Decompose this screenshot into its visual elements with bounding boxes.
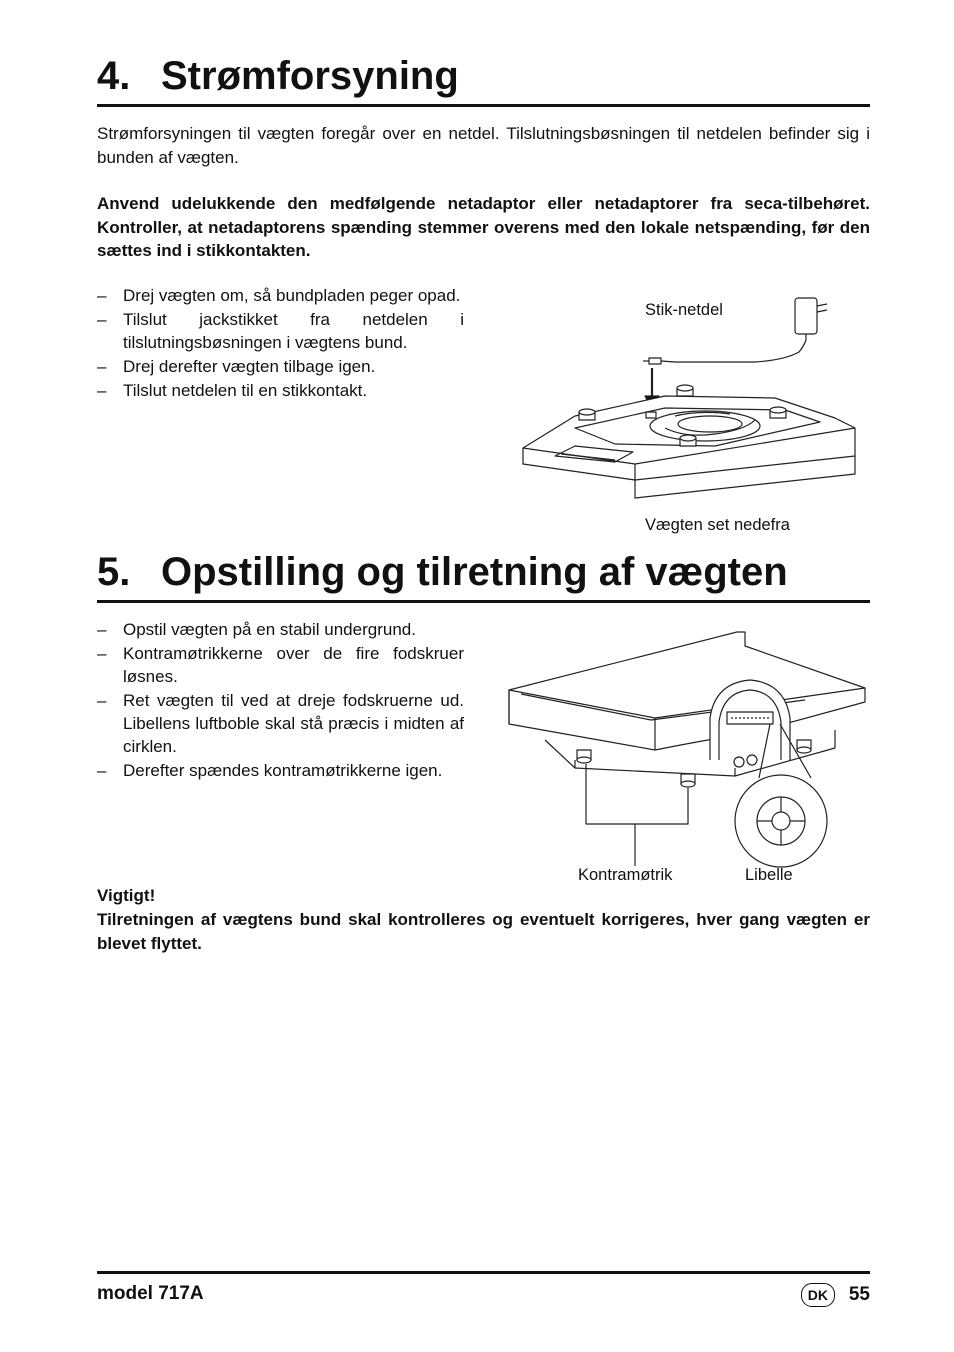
section-4-heading [97, 52, 870, 107]
section-4-title: Strømforsyning [161, 54, 459, 98]
figure-label-spirit-level: Libelle [745, 866, 793, 884]
list-item: – Drej vægten om, så bundpladen peger opad. [97, 286, 461, 305]
scale-underside-illustration [515, 288, 860, 513]
list-item: – Drej derefter vægten tilbage igen. [97, 357, 376, 376]
list-item: – Tilslut netdelen til en stikkontakt. [97, 381, 368, 400]
section-4-intro: Strømforsyningen til vægten foregår over en netdel. Tilslutningsbøsningen til netdelen befinder sig i bunden af vægten. [97, 124, 870, 167]
list-dash: – [97, 286, 107, 305]
list-item: – Tilslut jackstikket fra netdelen i tilslutningsbøsningen i vægtens bund. [97, 310, 464, 352]
note-text: Tilretningen af vægtens bund skal kontrolleres og eventuelt korrigeres, hver gang vægten er blevet flyttet. [97, 910, 870, 953]
footer-divider [97, 1271, 870, 1274]
list-dash: – [97, 357, 107, 376]
figure-label-plug-adaptor: Stik-netdel [645, 301, 723, 319]
figure-label-underside: Vægten set nedefra [645, 516, 790, 534]
section-4-warning: Anvend udelukkende den medfølgende netadaptor eller netadaptorer fra seca-tilbehøret. Kontroller, at netadaptorens spænding stemmer overens med den lokale netspænding, før den sættes ind i stikkontakten. [97, 194, 870, 260]
list-item: – Ret vægten til ved at dreje fodskruerne ud. Libellens luftboble skal stå præcis i midten af cirklen. [97, 691, 464, 756]
page-number: 55 [848, 1284, 870, 1305]
section-5-step-list [97, 618, 464, 783]
list-dash: – [97, 620, 107, 639]
section-4-number: 4. [97, 54, 131, 98]
country-badge: DK [801, 1283, 835, 1307]
section-4-step-list [97, 284, 464, 403]
list-item: – Derefter spændes kontramøtrikkerne igen. [97, 761, 443, 780]
list-item: – Opstil vægten på en stabil undergrund. [97, 620, 416, 639]
scale-leveling-illustration [505, 628, 870, 868]
list-dash: – [97, 691, 107, 710]
section-5-title: Opstilling og tilretning af vægten [161, 550, 788, 594]
list-item: – Kontramøtrikkerne over de fire fodskruer løsnes. [97, 644, 464, 686]
figure-label-lock-nut: Kontramøtrik [578, 866, 673, 884]
list-dash: – [97, 761, 107, 780]
list-dash: – [97, 644, 107, 663]
section-5-number: 5. [97, 550, 131, 594]
note-title: Vigtigt! [97, 886, 156, 905]
list-dash: – [97, 381, 107, 400]
list-dash: – [97, 310, 107, 329]
section-5-heading [97, 548, 870, 603]
footer-page-info [801, 1283, 870, 1307]
footer-model: model 717A [97, 1283, 204, 1304]
